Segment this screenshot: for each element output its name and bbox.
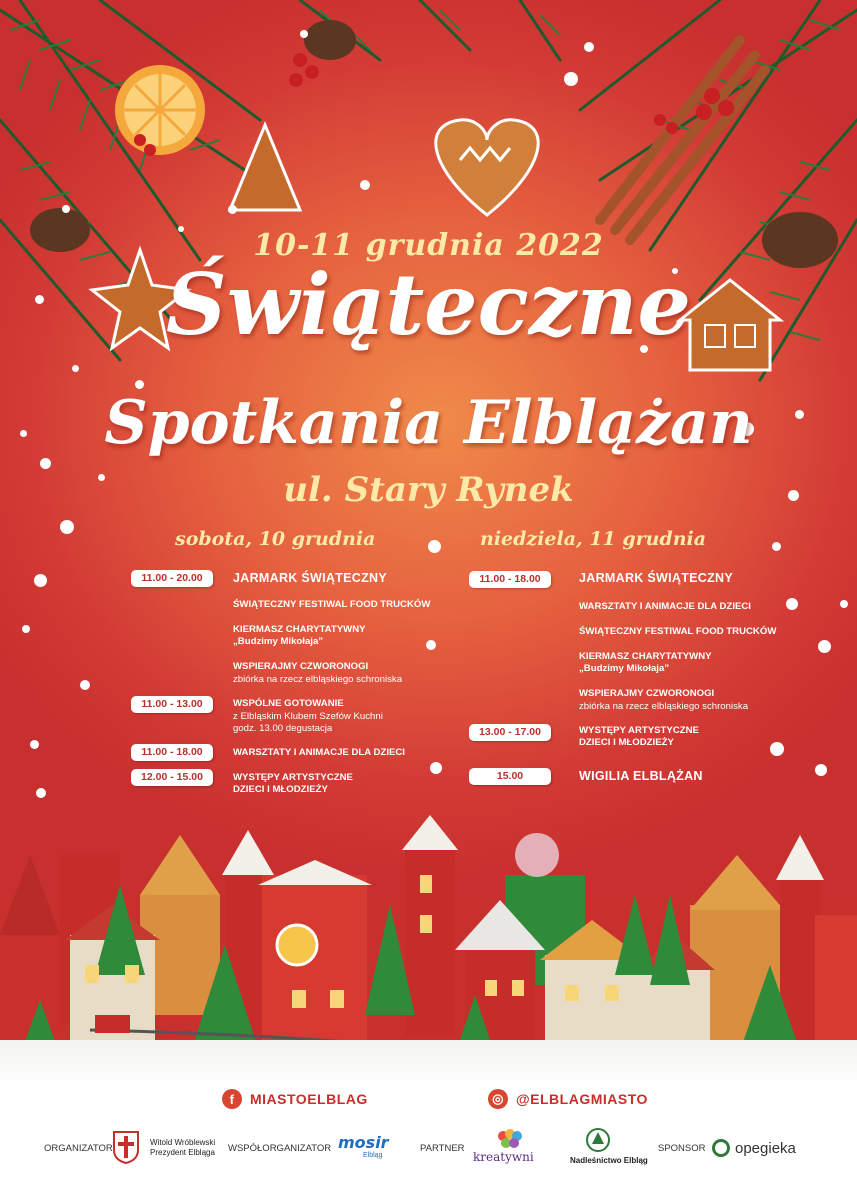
- time-badge: 11.00 - 18.00: [131, 744, 213, 761]
- nadlesnictwo-logo-icon: [586, 1128, 610, 1152]
- event-subtitle: „Budzimy Mikołaja”: [233, 636, 324, 647]
- partner-label: PARTNER: [420, 1143, 465, 1154]
- snowflake: [80, 680, 90, 690]
- snowflake: [62, 205, 70, 213]
- event-subtitle: godz. 13.00 degustacja: [233, 723, 333, 734]
- snowflake: [770, 742, 784, 756]
- snowflake: [584, 42, 594, 52]
- snowflake: [430, 762, 442, 774]
- facebook-icon: f: [222, 1089, 242, 1109]
- kreatywni-logo: kreatywni: [473, 1150, 534, 1164]
- sponsor-label: SPONSOR: [658, 1143, 706, 1154]
- event-title: WYSTĘPY ARTYSTYCZNE: [579, 725, 699, 736]
- event-title: DZIECI I MŁODZIEŻY: [579, 737, 674, 748]
- event-title: ŚWIĄTECZNY FESTIWAL FOOD TRUCKÓW: [233, 599, 431, 610]
- event-title: WARSZTATY I ANIMACJE DLA DZIECI: [579, 601, 751, 612]
- event-title: JARMARK ŚWIĄTECZNY: [233, 571, 388, 585]
- organizer-title: Prezydent Elbląga: [150, 1148, 215, 1157]
- opegieka-icon: [712, 1139, 730, 1157]
- snowflake: [786, 598, 798, 610]
- footer: [0, 1040, 857, 1200]
- instagram-link[interactable]: [488, 1089, 648, 1109]
- event-title: WSPIERAJMY CZWORONOGI: [579, 688, 715, 699]
- snowflake: [40, 458, 51, 469]
- snowflake: [818, 640, 831, 653]
- title-line-1: Świąteczne: [166, 255, 691, 354]
- snowflake: [772, 542, 781, 551]
- event-date: 10-11 grudnia 2022: [253, 228, 604, 263]
- facebook-handle: MIASTOELBLAG: [250, 1091, 368, 1107]
- opegieka-logo: opegieka: [735, 1140, 796, 1157]
- christmas-town-illustration: [0, 815, 857, 1075]
- facebook-link[interactable]: [222, 1089, 368, 1109]
- event-title: WIGILIA ELBLĄŻAN: [579, 769, 703, 783]
- event-subtitle: zbiórka na rzecz elbląskiego schroniska: [579, 701, 749, 712]
- event-title: WARSZTATY I ANIMACJE DLA DZIECI: [233, 747, 405, 758]
- time-badge: 11.00 - 20.00: [131, 570, 213, 587]
- time-badge: 12.00 - 15.00: [131, 769, 213, 786]
- snowflake: [300, 30, 308, 38]
- event-title: WSPIERAJMY CZWORONOGI: [233, 661, 369, 672]
- nadlesnictwo-name: Nadleśnictwo Elbląg: [570, 1156, 648, 1165]
- event-title: KIERMASZ CHARYTATYWNY: [233, 624, 366, 635]
- time-badge: 11.00 - 18.00: [469, 571, 551, 588]
- coorganizer-label: WSPÓŁORGANIZATOR: [228, 1143, 332, 1154]
- snowflake: [428, 540, 441, 553]
- event-location: ul. Stary Rynek: [283, 470, 574, 510]
- mosir-logo: mosir: [338, 1133, 389, 1152]
- event-title: JARMARK ŚWIĄTECZNY: [579, 571, 734, 585]
- snowflake: [815, 764, 827, 776]
- event-title: WSPÓLNE GOTOWANIE: [233, 698, 344, 709]
- event-title: DZIECI I MŁODZIEŻY: [233, 784, 328, 795]
- snowflake: [360, 180, 370, 190]
- instagram-handle: @ELBLAGMIASTO: [516, 1091, 648, 1107]
- instagram-icon: ◎: [488, 1089, 508, 1109]
- snowflake: [22, 625, 30, 633]
- event-subtitle: z Elbląskim Klubem Szefów Kuchni: [233, 711, 383, 722]
- snowflake: [426, 640, 436, 650]
- mosir-logo-sub: Elbląg: [363, 1152, 383, 1159]
- event-subtitle: „Budzimy Mikołaja”: [579, 663, 670, 674]
- elblag-coat-of-arms-icon: [112, 1130, 140, 1164]
- event-title: ŚWIĄTECZNY FESTIWAL FOOD TRUCKÓW: [579, 626, 777, 637]
- sunday-heading: niedziela, 11 grudnia: [480, 528, 707, 550]
- title-line-2: Spotkania Elblążan: [104, 388, 753, 458]
- kreatywni-logo-icon: [495, 1128, 525, 1150]
- time-badge: 15.00: [469, 768, 551, 785]
- snowflake: [840, 600, 848, 608]
- time-badge: 13.00 - 17.00: [469, 724, 551, 741]
- event-title: KIERMASZ CHARYTATYWNY: [579, 651, 712, 662]
- organizer-name: Witold Wróblewski: [150, 1138, 216, 1147]
- snowflake: [228, 205, 237, 214]
- snowflake: [60, 520, 74, 534]
- event-title: WYSTĘPY ARTYSTYCZNE: [233, 772, 353, 783]
- snowflake: [36, 788, 46, 798]
- snowflake: [564, 72, 578, 86]
- saturday-heading: sobota, 10 grudnia: [175, 528, 376, 550]
- snowflake: [30, 740, 39, 749]
- time-badge: 11.00 - 13.00: [131, 696, 213, 713]
- event-subtitle: zbiórka na rzecz elbląskiego schroniska: [233, 674, 403, 685]
- snowflake: [34, 574, 47, 587]
- snowflake: [72, 365, 79, 372]
- organizer-label: ORGANIZATOR: [44, 1143, 113, 1154]
